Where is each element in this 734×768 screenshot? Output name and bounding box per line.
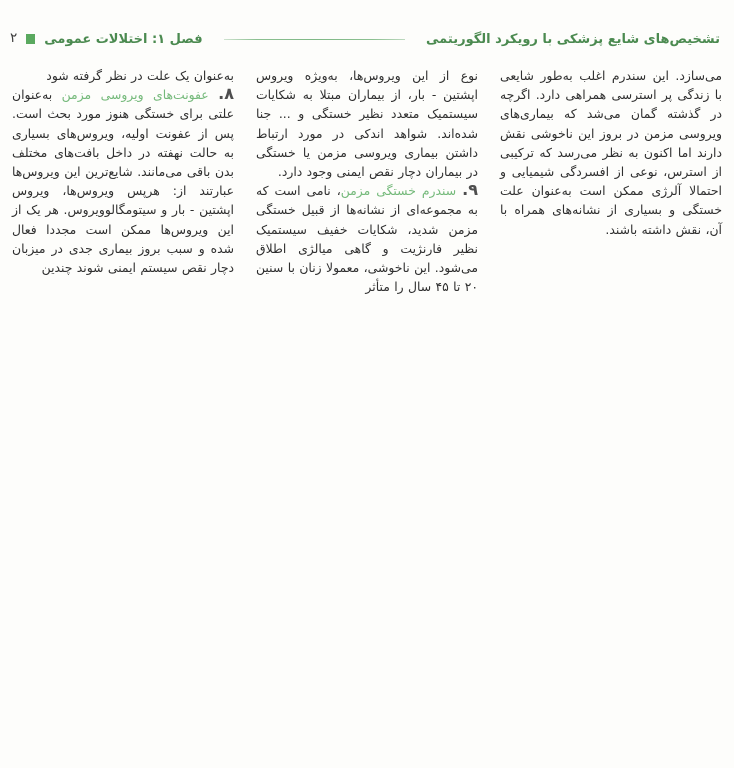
body-columns <box>12 66 722 296</box>
paragraph-text: به‌عنوان علتی برای خستگی هنوز مورد بحث است. پس از عفونت اولیه، ویروس‌های بسیاری به حالت نهفته در داخل بافت‌های مختلف بدن باقی می‌مانند. شایع‌ترین این ویروس‌ها عبارتند از: هرپس ویروس‌ها، ویروس اپشتین - بار و سیتومگالوویروس. هر یک از این ویروس‌ها ممکن است مجددا فعال شده و سبب بروز بیماری جدی در میزبان دچار نقص سیستم ایمنی شوند چندین <box>12 87 234 276</box>
list-item-number: ۹. <box>462 180 478 200</box>
header-divider-rule <box>224 39 405 40</box>
page-number: ۲ <box>10 29 18 46</box>
paragraph-text: ، نامی است که به مجموعه‌ای از نشانه‌ها از قبیل خستگی مزمن شدید، شکایات خفیف سیستمیک نظیر فارنژیت و گاهی میالژی اطلاق می‌شود. این ناخوشی، معمولا زنان با سنین ۲۰ تا ۴۵ سال را متأثر <box>256 183 478 295</box>
numbered-paragraph <box>256 181 478 296</box>
green-square-bullet-icon <box>26 34 35 44</box>
paragraph: می‌سازد. این سندرم اغلب به‌طور شایعی با زندگی پر استرسی همراهی دارد. اگرچه در گذشته گمان می‌شد که بیماری‌های ویروسی مزمن در بروز این ناخوشی نقش دارند اما اکنون به نظر می‌رسد که ترکیبی از استرس، نوعی از افسردگی شیمیایی و احتمالا آلرژی ممکن است به‌عنوان علت خستگی و بسیاری از نشانه‌های همراه با آن، نقش داشته باشند. <box>500 68 722 237</box>
chapter-label: فصل ۱: اختلالات عمومی <box>44 31 203 47</box>
paragraph: نوع از این ویروس‌ها، به‌ویژه ویروس اپشتین - بار، از بیماران مبتلا به شکایات سیستمیک متعدد نظیر خستگی و ... جنا شده‌اند. شواهد اندکی در مورد ارتباط داشتن بیماری ویروسی مزمن یا خستگی در بیماران دچار نقص ایمنی وجود دارد. <box>256 68 478 180</box>
list-item-number: ۸. <box>218 84 234 104</box>
book-title: تشخیص‌های شایع پزشکی با رویکرد الگوریتمی <box>426 31 720 47</box>
text-column-right <box>12 66 234 277</box>
text-column-middle <box>256 66 478 296</box>
accent-term: سندرم خستگی مزمن <box>340 183 457 199</box>
accent-term: عفونت‌های ویروسی مزمن <box>61 87 209 103</box>
paragraph: به‌عنوان یک علت در نظر گرفته شود <box>46 68 234 83</box>
running-header <box>0 24 734 54</box>
text-column-left <box>500 66 722 239</box>
numbered-paragraph <box>12 85 234 277</box>
